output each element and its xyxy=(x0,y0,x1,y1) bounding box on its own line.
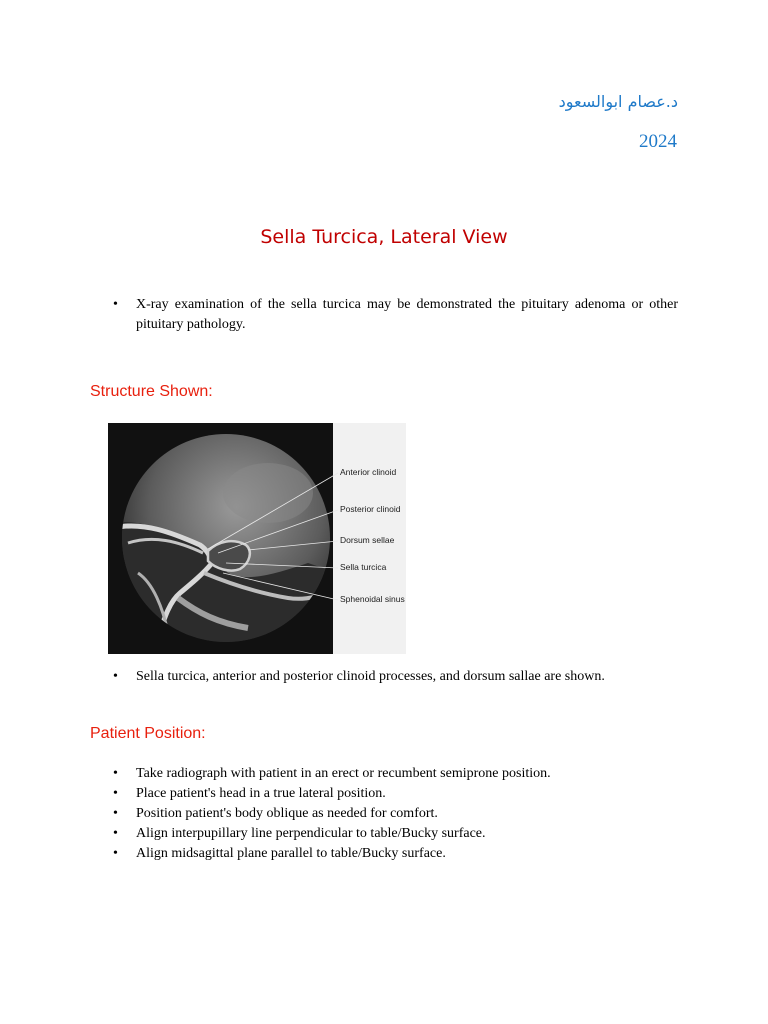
bullet-icon: • xyxy=(113,766,118,781)
list-item-text: Align interpupillary line perpendicular to table/Bucky surface. xyxy=(136,826,486,841)
xray-figure xyxy=(108,423,406,654)
document-year: 2024 xyxy=(639,131,677,152)
figure-label-sphenoidal-sinus: Sphenoidal sinus xyxy=(340,594,405,604)
bullet-icon: • xyxy=(113,669,118,684)
list-item xyxy=(110,824,678,844)
position-bullet-list xyxy=(110,764,678,864)
section-heading-position: Patient Position: xyxy=(90,725,206,742)
list-item-text: Take radiograph with patient in an erect or recumbent semiprone position. xyxy=(136,766,551,781)
bullet-icon: • xyxy=(113,806,118,821)
bullet-icon: • xyxy=(113,846,118,861)
section-heading-structure: Structure Shown: xyxy=(90,383,213,400)
bullet-icon: • xyxy=(113,786,118,801)
list-item xyxy=(110,764,678,784)
list-item-text: Sella turcica, anterior and posterior clinoid processes, and dorsum sallae are shown. xyxy=(136,669,605,684)
list-item-text: Place patient's head in a true lateral position. xyxy=(136,786,386,801)
bullet-icon: • xyxy=(113,297,118,312)
xray-image xyxy=(108,423,406,654)
list-item xyxy=(110,804,678,824)
figure-label-sella-turcica: Sella turcica xyxy=(340,562,387,572)
intro-bullet-list xyxy=(110,295,678,335)
figure-label-dorsum-sellae: Dorsum sellae xyxy=(340,535,395,545)
page-title: Sella Turcica, Lateral View xyxy=(260,226,508,248)
list-item-text: Position patient's body oblique as needed for comfort. xyxy=(136,806,438,821)
list-item xyxy=(110,295,678,335)
figure-label-anterior-clinoid: Anterior clinoid xyxy=(340,467,397,477)
list-item xyxy=(110,667,678,687)
structure-bullet-list xyxy=(110,667,678,687)
list-item xyxy=(110,784,678,804)
list-item-text: X-ray examination of the sella turcica may be demonstrated the pituitary adenoma or other pituitary pathology. xyxy=(136,297,678,332)
list-item-text: Align midsagittal plane parallel to table/Bucky surface. xyxy=(136,846,446,861)
author-name: د.عصام ابوالسعود xyxy=(558,92,678,111)
list-item xyxy=(110,844,678,864)
bullet-icon: • xyxy=(113,826,118,841)
figure-label-posterior-clinoid: Posterior clinoid xyxy=(340,504,401,514)
